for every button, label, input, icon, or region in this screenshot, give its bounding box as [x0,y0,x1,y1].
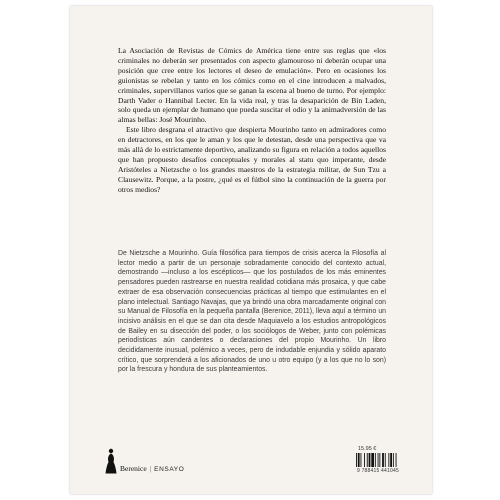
price-label: 15.95 € [358,446,377,452]
berenice-figure-icon [104,448,118,474]
collection-name: ENSAYO [154,466,185,473]
book-description [118,249,386,375]
book-back-cover [70,6,432,494]
isbn-number: 9 788415 441045 [357,468,399,474]
blurb-paragraph-2: Este libro desgrana el atractivo que despierta Mourinho tanto en admiradores como en detractores, en los que le aman y los que le detestan, desde una perspectiva que va más allá de lo estrictamente deportivo, analizando su figura en relación a todos aquellos que han propuesto desafíos conceptuales y morales al statu quo imperante, desde Aristóteles a Nietzsche o los grandes maestros de la estrategia militar, de Sun Tzu a Clausewitz. Porque, a la postre, ¿qué es el fútbol sino la continuación de la guerra por otros medios? [118,125,386,194]
publisher-name: Berenice [120,464,147,473]
barcode-icon [356,453,400,467]
cover-blurb [118,46,386,195]
blurb-paragraph-1: La Asociación de Revistas de Cómics de América tiene entre sus reglas que «los criminales no deberán ser presentados con aspecto glamouroso ni deberán ocupar una posición que cree entre los lectores el deseo de emulación». Pero en ocasiones los guionistas se rebelan y tanto en los cómics como en el cine introducen a malvados, criminales, supervillanos varios que se ganan la escena al bueno de turno. Por ejemplo: Darth Vader o Hannibal Lecter. En la vida real, y tras la desaparición de Bin Laden, solo queda un ejemplar de humano que pueda suscitar el odio y la animadversión de las almas bellas: José Mourinho. [118,46,386,125]
description-text: De Nietzsche a Mourinho. Guía filosófica para tiempos de crisis acerca la Filosofía al lector medio a partir de un personaje sobradamente conocido del contexto actual, demostrando —incluso a los escépticos— que los postulados de los más eminentes pensadores pueden rastrearse en nuestra realidad cotidiana más prosaica, y que cabe extraer de esa observación consecuencias prácticas al tiempo que estimulantes en el plano intelectual. Santiago Navajas, que ya brindó una obra marcadamente original con su Manual de Filosofía en la pequeña pantalla (Berenice, 2011), lleva aquí a término un incisivo análisis en el que se dan cita desde Maquiavelo a los estudios antropológicos de Bailey en su disección del poder, o los sociólogos de Weber, junto con polémicas periodísticas aún candentes o declaraciones del propio Mourinho. Un libro decididamente inusual, polémico a veces, pero de indudable enjundia y sólido aparato crítico, que sorprenderá a los aficionados de uno u otro equipo (y a los que no lo son) por la frescura y hondura de sus planteamientos. [118,250,386,374]
publisher-separator: | [149,464,152,473]
publisher-brand [120,464,184,473]
